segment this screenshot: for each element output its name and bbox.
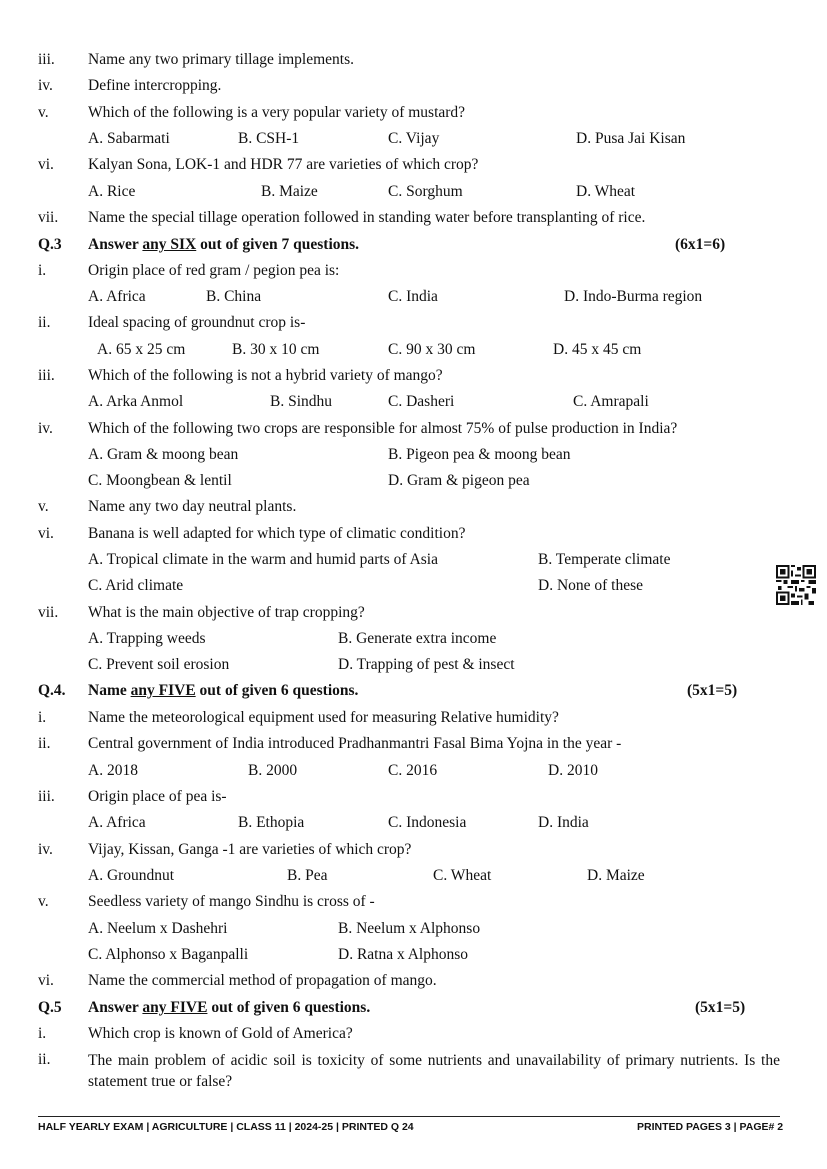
option: B. Ethopia (238, 814, 305, 831)
option: C. India (388, 288, 438, 305)
section-marks: (6x1=6) (675, 236, 726, 253)
question-row (0, 839, 827, 861)
question-row (0, 733, 827, 755)
options-row (0, 918, 827, 940)
question-row (0, 312, 827, 334)
option: C. Prevent soil erosion (88, 656, 230, 673)
section-heading-q5 (0, 997, 827, 1019)
question-number: iii. (38, 51, 55, 68)
question-text: Origin place of pea is- (88, 788, 227, 805)
question-row (0, 602, 827, 624)
options-row (0, 812, 827, 834)
footer-exam-info: HALF YEARLY EXAM | AGRICULTURE | CLASS 11 | 2024-25 | PRINTED Q 24 (38, 1121, 414, 1133)
option: D. Maize (587, 867, 645, 884)
question-text: Which of the following two crops are responsible for almost 75% of pulse production in India? (88, 420, 678, 437)
question-text: Central government of India introduced Pradhanmantri Fasal Bima Yojna in the year - (88, 735, 622, 752)
question-text: Ideal spacing of groundnut crop is- (88, 314, 306, 331)
question-number: iv. (38, 77, 53, 94)
option: B. Neelum x Alphonso (338, 920, 481, 937)
option: B. 2000 (248, 762, 298, 779)
question-number: vi. (38, 525, 54, 542)
section-instruction: Name any FIVE out of given 6 questions. (88, 682, 359, 699)
question-text: Kalyan Sona, LOK-1 and HDR 77 are varieties of which crop? (88, 156, 479, 173)
question-text: Seedless variety of mango Sindhu is cross of - (88, 893, 375, 910)
option: A. Rice (88, 183, 136, 200)
option: B. Pigeon pea & moong bean (388, 446, 571, 463)
question-text: Which of the following is not a hybrid variety of mango? (88, 367, 443, 384)
options-row (0, 286, 827, 308)
section-number: Q.5 (38, 999, 62, 1016)
options-row (0, 128, 827, 150)
question-text: Banana is well adapted for which type of climatic condition? (88, 525, 466, 542)
option: A. Gram & moong bean (88, 446, 239, 463)
option: B. China (206, 288, 262, 305)
question-row (0, 418, 827, 440)
question-text: Which of the following is a very popular variety of mustard? (88, 104, 466, 121)
option: C. Wheat (433, 867, 492, 884)
option: C. Alphonso x Baganpalli (88, 946, 249, 963)
option: D. Indo-Burma region (564, 288, 703, 305)
question-number: vii. (38, 604, 59, 621)
question-row (0, 49, 827, 71)
question-text: Name the meteorological equipment used for measuring Relative humidity? (88, 709, 559, 726)
question-text: Name any two day neutral plants. (88, 498, 297, 515)
options-row (0, 470, 827, 492)
question-text: Name the special tillage operation followed in standing water before transplanting of rice. (88, 209, 646, 226)
question-number: ii. (38, 1051, 51, 1068)
option: D. Pusa Jai Kisan (576, 130, 686, 147)
options-row (0, 181, 827, 203)
option: A. 2018 (88, 762, 138, 779)
question-number: ii. (38, 314, 51, 331)
question-text: Name any two primary tillage implements. (88, 51, 355, 68)
option: C. 90 x 30 cm (388, 341, 476, 358)
option: C. Dasheri (388, 393, 455, 410)
question-row (0, 260, 827, 282)
question-row (0, 207, 827, 229)
question-number: iv. (38, 420, 53, 437)
option: B. CSH-1 (238, 130, 300, 147)
option: A. Africa (88, 288, 146, 305)
options-row (0, 865, 827, 887)
option: B. Sindhu (270, 393, 333, 410)
question-number: vi. (38, 972, 54, 989)
question-text: Origin place of red gram / pegion pea is: (88, 262, 340, 279)
question-row (0, 154, 827, 176)
option: C. Amrapali (573, 393, 649, 410)
section-number: Q.3 (38, 236, 62, 253)
options-row (0, 654, 827, 676)
question-number: ii. (38, 735, 51, 752)
question-row (0, 523, 827, 545)
option: D. 2010 (548, 762, 598, 779)
question-number: i. (38, 262, 47, 279)
option: D. Wheat (576, 183, 636, 200)
question-number: v. (38, 104, 49, 121)
option: B. Generate extra income (338, 630, 497, 647)
options-row (0, 391, 827, 413)
question-number: vi. (38, 156, 54, 173)
option: C. 2016 (388, 762, 438, 779)
option: C. Indonesia (388, 814, 467, 831)
question-number: v. (38, 498, 49, 515)
option: C. Sorghum (388, 183, 463, 200)
footer-divider (38, 1116, 780, 1117)
question-number: iii. (38, 788, 55, 805)
question-row (0, 1023, 827, 1045)
option: C. Vijay (388, 130, 440, 147)
option: C. Arid climate (88, 577, 184, 594)
option: A. Neelum x Dashehri (88, 920, 228, 937)
question-number: iv. (38, 841, 53, 858)
option: B. Maize (261, 183, 318, 200)
question-number: iii. (38, 367, 55, 384)
section-instruction: Answer any FIVE out of given 6 questions. (88, 999, 371, 1016)
question-row (0, 365, 827, 387)
options-row (0, 549, 827, 571)
option: A. Groundnut (88, 867, 175, 884)
option: A. Tropical climate in the warm and humid parts of Asia (88, 551, 438, 568)
options-row (0, 628, 827, 650)
option: A. Africa (88, 814, 146, 831)
option: A. Sabarmati (88, 130, 170, 147)
section-instruction: Answer any SIX out of given 7 questions. (88, 236, 360, 253)
option: B. Temperate climate (538, 551, 671, 568)
question-row (0, 891, 827, 913)
option: B. Pea (287, 867, 328, 884)
options-row (0, 575, 827, 597)
question-row (0, 75, 827, 97)
question-number: v. (38, 893, 49, 910)
option: D. India (538, 814, 589, 831)
question-text: Name the commercial method of propagation of mango. (88, 972, 437, 989)
option: D. Trapping of pest & insect (338, 656, 515, 673)
footer-page-info: PRINTED PAGES 3 | PAGE# 2 (637, 1121, 784, 1133)
question-number: i. (38, 709, 47, 726)
option: D. None of these (538, 577, 644, 594)
option: D. Gram & pigeon pea (388, 472, 530, 489)
question-row (0, 970, 827, 992)
option: B. 30 x 10 cm (232, 341, 320, 358)
question-row (0, 707, 827, 729)
question-text: Vijay, Kissan, Ganga -1 are varieties of which crop? (88, 841, 412, 858)
option: A. Trapping weeds (88, 630, 206, 647)
option: A. Arka Anmol (88, 393, 184, 410)
options-row (0, 339, 827, 361)
options-row (0, 760, 827, 782)
question-text: Which crop is known of Gold of America? (88, 1025, 353, 1042)
section-number: Q.4. (38, 682, 66, 699)
section-marks: (5x1=5) (687, 682, 738, 699)
question-number: vii. (38, 209, 59, 226)
options-row (0, 944, 827, 966)
question-number: i. (38, 1025, 47, 1042)
options-row (0, 444, 827, 466)
question-row (0, 786, 827, 808)
question-text: The main problem of acidic soil is toxicity of some nutrients and unavailability of primary nutrients. Is the statement true or false? (88, 1052, 780, 1090)
option: C. Moongbean & lentil (88, 472, 232, 489)
question-text: What is the main objective of trap cropping? (88, 604, 365, 621)
option: D. Ratna x Alphonso (338, 946, 469, 963)
question-text: Define intercropping. (88, 77, 222, 94)
option: A. 65 x 25 cm (97, 341, 186, 358)
question-row (0, 102, 827, 124)
option: D. 45 x 45 cm (553, 341, 642, 358)
qr-code-icon (776, 565, 816, 605)
question-row (0, 496, 827, 518)
section-heading-q3 (0, 234, 827, 256)
section-marks: (5x1=5) (695, 999, 746, 1016)
section-heading-q4 (0, 680, 827, 702)
